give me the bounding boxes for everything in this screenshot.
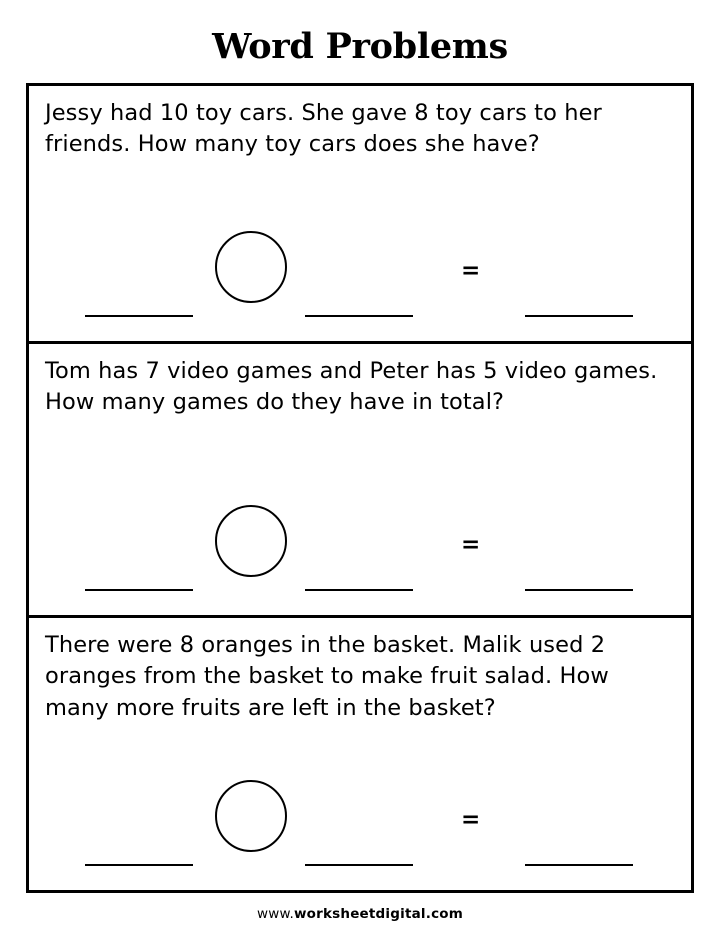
footer-url-domain: worksheetdigital.com: [293, 905, 464, 922]
operation-circle[interactable]: [215, 505, 287, 577]
equals-sign: =: [461, 531, 481, 558]
footer-credit: [0, 893, 720, 922]
problem-item: [29, 618, 691, 890]
answer-blank-result[interactable]: [525, 315, 633, 317]
operation-circle[interactable]: [215, 780, 287, 852]
problem-item: [29, 86, 691, 344]
answer-area: [29, 782, 691, 890]
problem-statement: Jessy had 10 toy cars. She gave 8 toy cars to her friends. How many toy cars does she have?: [45, 99, 602, 158]
equals-sign: =: [461, 257, 481, 284]
problem-statement: There were 8 oranges in the basket. Malik used 2 oranges from the basket to make fruit salad. How many more fruits are left in the basket?: [45, 631, 609, 722]
problem-list: [26, 83, 694, 893]
answer-blank-result[interactable]: [525, 589, 633, 591]
answer-area: [29, 233, 691, 341]
answer-blank-first-number[interactable]: [85, 315, 193, 317]
page-title: Word Problems: [212, 26, 508, 67]
problem-item: [29, 344, 691, 618]
answer-blank-first-number[interactable]: [85, 864, 193, 866]
problem-statement: Tom has 7 video games and Peter has 5 video games. How many games do they have in total?: [45, 357, 658, 416]
answer-blank-second-number[interactable]: [305, 589, 413, 591]
footer-url-prefix: www.: [256, 905, 294, 922]
answer-blank-second-number[interactable]: [305, 315, 413, 317]
operation-circle[interactable]: [215, 231, 287, 303]
answer-blank-first-number[interactable]: [85, 589, 193, 591]
answer-blank-second-number[interactable]: [305, 864, 413, 866]
answer-blank-result[interactable]: [525, 864, 633, 866]
answer-area: [29, 507, 691, 615]
equals-sign: =: [461, 806, 481, 833]
